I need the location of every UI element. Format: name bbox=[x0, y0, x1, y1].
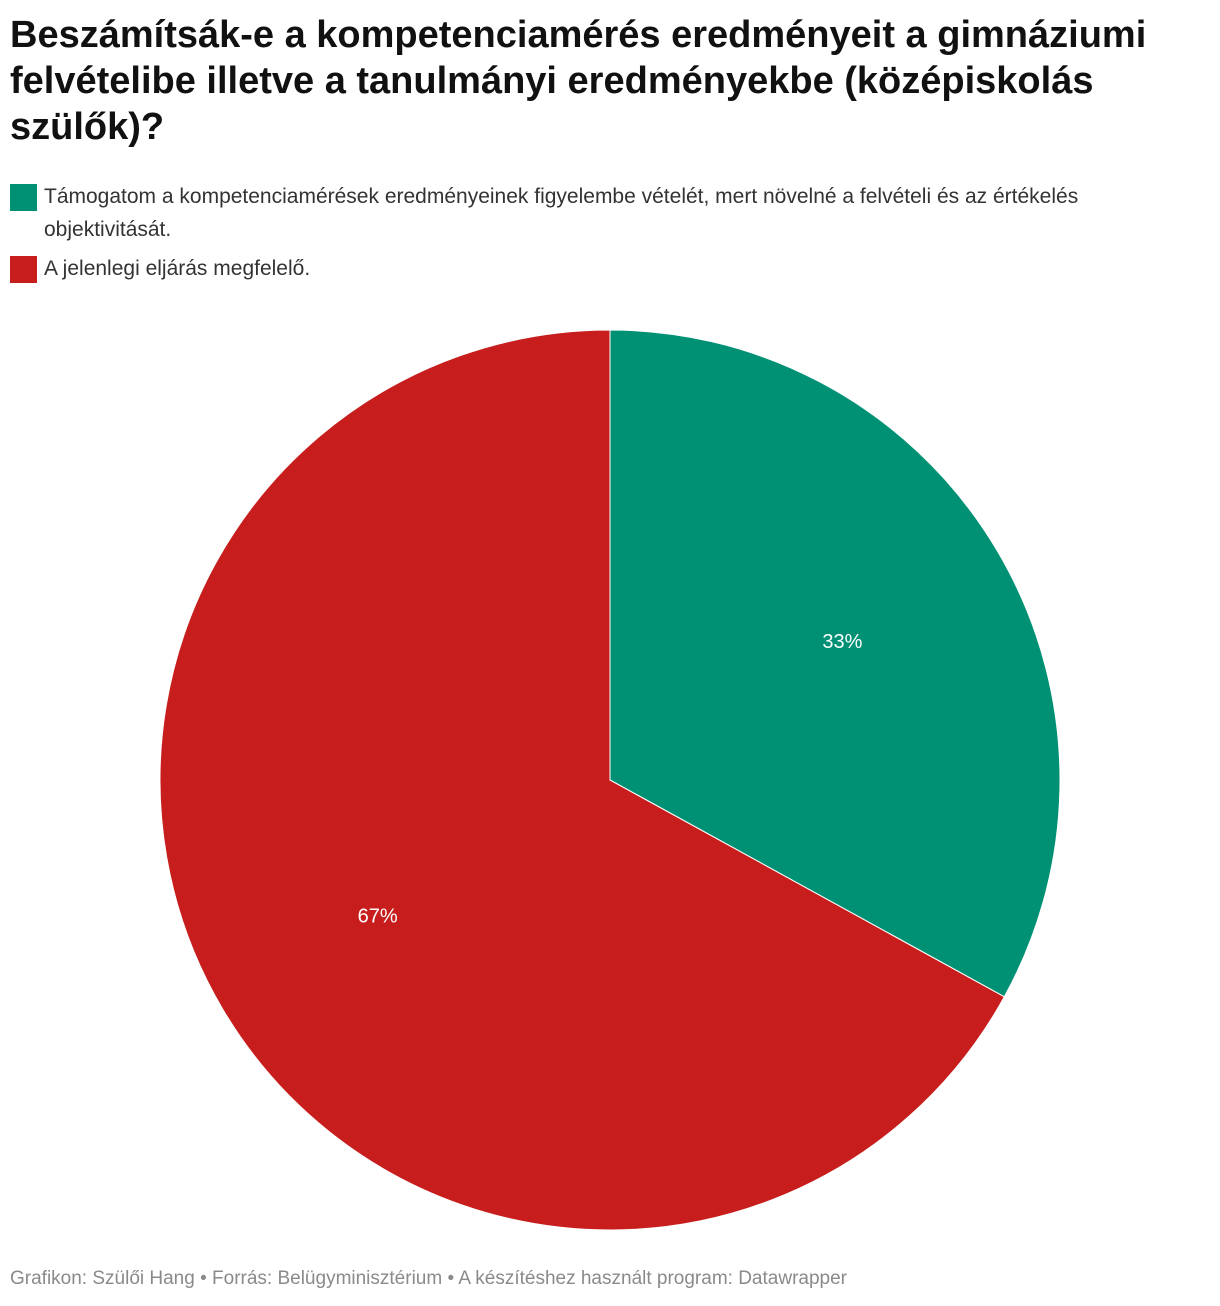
pie-chart-svg bbox=[0, 300, 1220, 1260]
footer-credits: Grafikon: Szülői Hang • Forrás: Belügyminisztérium • A készítéshez használt program: Datawrapper bbox=[10, 1268, 847, 1289]
pie-slice-label-0: 33% bbox=[822, 630, 863, 653]
legend-label-current: A jelenlegi eljárás megfelelő. bbox=[44, 257, 311, 280]
legend-item-support bbox=[10, 180, 1200, 246]
legend-swatch-support bbox=[10, 184, 37, 211]
legend-label-support: Támogatom a kompetenciamérések eredményeinek figyelembe vételét, mert növelné a felvételi és az értékelés objektivitását. bbox=[44, 185, 1079, 241]
pie-slice-label-1: 67% bbox=[357, 905, 398, 928]
legend bbox=[10, 180, 1200, 291]
legend-swatch-current bbox=[10, 256, 37, 283]
pie-chart bbox=[0, 300, 1220, 1260]
chart-title: Beszámítsák-e a kompetenciamérés eredményeit a gimnáziumi felvételibe illetve a tanulmányi eredményekbe (középiskolás szülők)? bbox=[10, 14, 1147, 148]
legend-item-current bbox=[10, 252, 1200, 285]
